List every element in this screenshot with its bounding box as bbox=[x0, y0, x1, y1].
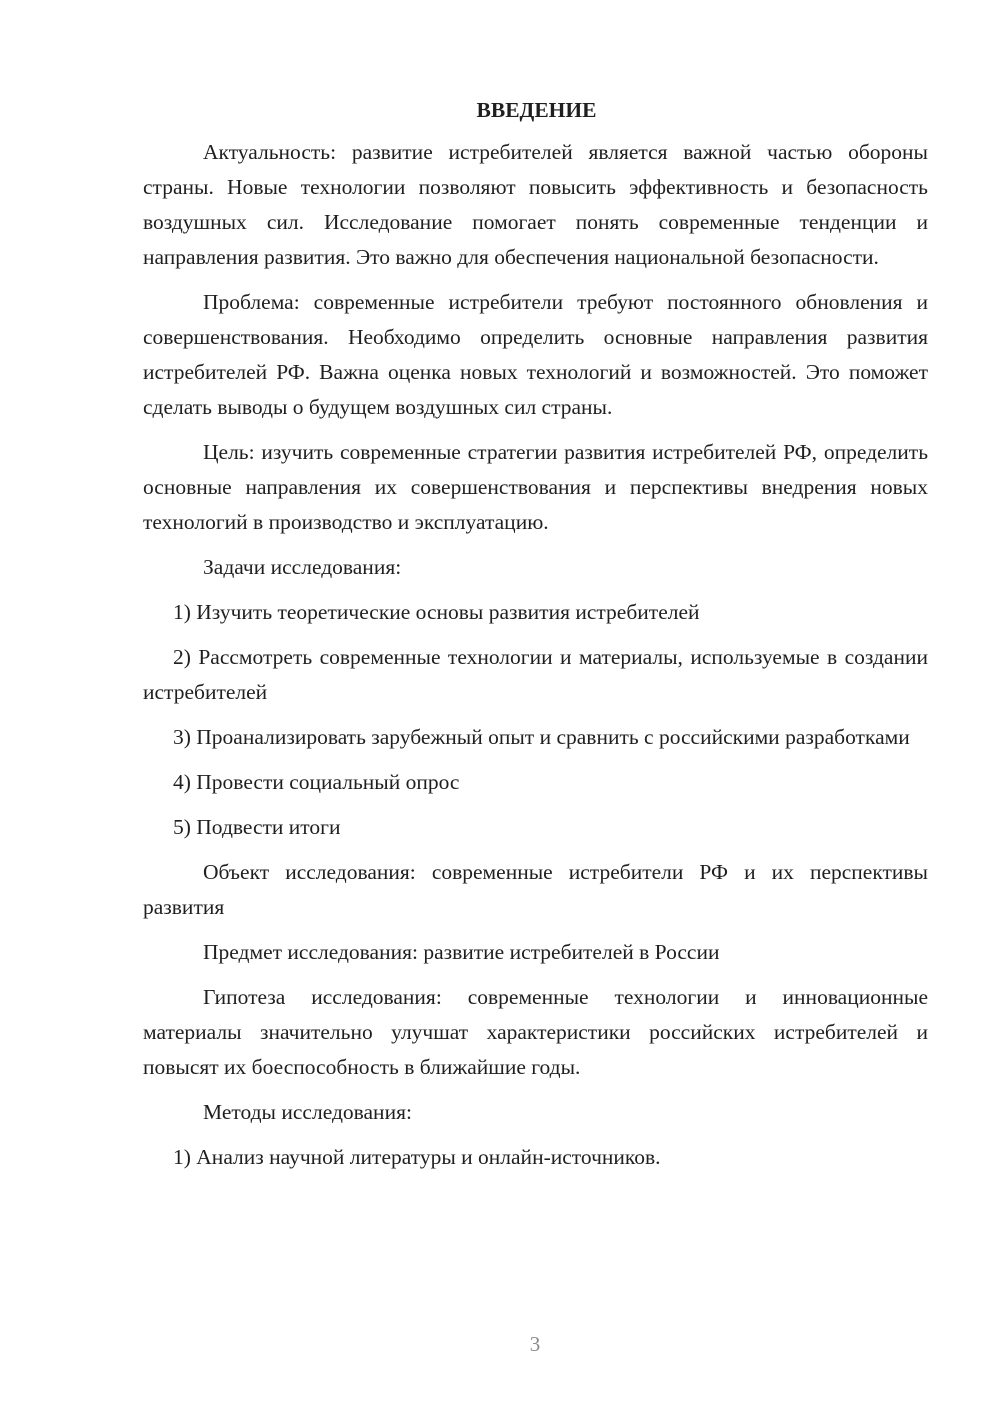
object-paragraph: Объект исследования: современные истребители РФ и их перспективы развития bbox=[143, 860, 928, 919]
page-title: ВВЕДЕНИЕ bbox=[476, 98, 597, 122]
tasks-heading: Задачи исследования: bbox=[203, 555, 402, 579]
task-item-5: 5) Подвести итоги bbox=[173, 815, 341, 839]
page-number: 3 bbox=[529, 1332, 541, 1356]
document-page bbox=[143, 95, 928, 1185]
task-item-1: 1) Изучить теоретические основы развития истребителей bbox=[173, 600, 700, 624]
task-item-2: 2) Рассмотреть современные технологии и материалы, используемые в создании истребителей bbox=[143, 645, 928, 704]
relevance-paragraph: Актуальность: развитие истребителей является важной частью обороны страны. Новые технологии позволяют повысить эффективность и безопасность воздушных сил. Исследование помогает понять современные тенденции и направления развития. Это важно для обеспечения национальной безопасности. bbox=[143, 140, 928, 269]
problem-paragraph: Проблема: современные истребители требуют постоянного обновления и совершенствования. Необходимо определить основные направления развития истребителей РФ. Важна оценка новых технологий и возможностей. Это поможет сделать выводы о будущем воздушных сил страны. bbox=[143, 290, 928, 419]
method-item-1: 1) Анализ научной литературы и онлайн-источников. bbox=[173, 1145, 661, 1169]
subject-paragraph: Предмет исследования: развитие истребителей в России bbox=[203, 940, 720, 964]
hypothesis-paragraph: Гипотеза исследования: современные технологии и инновационные материалы значительно улучшат характеристики российских истребителей и повысят их боеспособность в ближайшие годы. bbox=[143, 985, 928, 1079]
task-item-4: 4) Провести социальный опрос bbox=[173, 770, 460, 794]
methods-heading: Методы исследования: bbox=[203, 1100, 412, 1124]
goal-paragraph: Цель: изучить современные стратегии развития истребителей РФ, определить основные направления их совершенствования и перспективы внедрения новых технологий в производство и эксплуатацию. bbox=[143, 440, 928, 534]
task-item-3: 3) Проанализировать зарубежный опыт и сравнить с российскими разработками bbox=[173, 725, 910, 749]
